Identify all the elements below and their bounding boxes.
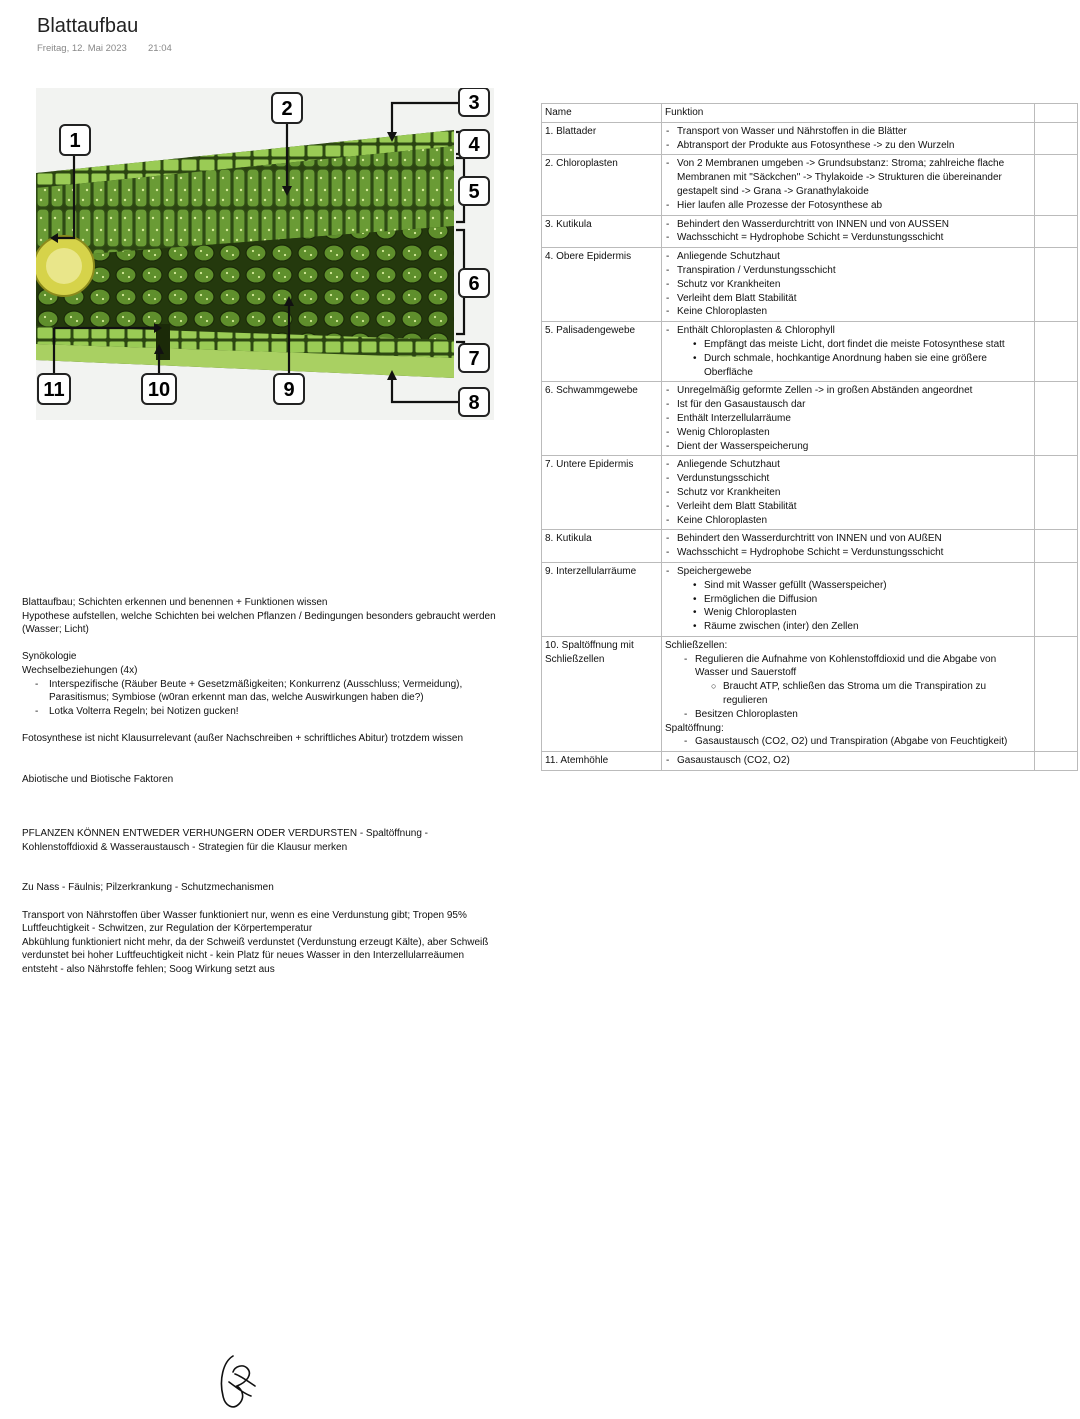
callout-5 [459,177,489,205]
callout-6 [459,269,489,297]
list-item: - Schutz vor Krankheiten [677,278,1031,292]
list-item: • Durch schmale, hochkantige Anordnung haben sie eine größere Oberfläche [704,352,1031,380]
bullet-list [665,157,1031,212]
table-row [542,636,1078,751]
table-row [542,322,1078,382]
bullet-list [665,338,1031,379]
svg-text:11: 11 [43,379,65,401]
note-text: PFLANZEN KÖNNEN ENTWEDER VERHUNGERN ODER VERDURSTEN - Spaltöffnung - Kohlenstoffdioxid & Wasseraustausch - Strategien für die Klausur merken [22,828,429,853]
table-row [542,382,1078,456]
note-text: Blattaufbau; Schichten erkennen und benennen + Funktionen wissen [22,597,328,608]
list-item: - Gasaustausch (CO2, O2) [677,754,1031,768]
list-item: - Speichergewebe [677,565,1031,579]
list-item: - Behindert den Wasserdurchtritt von INNEN und von AUSSEN [677,218,1031,232]
empty-cell [1035,104,1078,123]
layer-function-table [541,103,1078,771]
list-item: - Anliegende Schutzhaut [677,458,1031,472]
list-item: • Empfängt das meiste Licht, dort findet die meiste Fotosynthese statt [704,338,1031,352]
row-function [662,215,1035,248]
svg-text:3: 3 [468,92,480,114]
note-text: Abiotische und Biotische Faktoren [22,773,174,785]
empty-cell [1035,562,1078,636]
bullet-list [665,324,1031,338]
row-name: 10. Spaltöffnung mit Schließzellen [542,636,662,751]
note-text: Synökologie [22,651,77,663]
row-name: 7. Untere Epidermis [542,456,662,530]
table-row [542,530,1078,563]
table-row [542,752,1078,771]
callout-7 [459,344,489,372]
bullet-list [665,754,1031,768]
list-item: - Gasaustausch (CO2, O2) und Transpiration (Abgabe von Feuchtigkeit) [695,735,1031,749]
page-date: Freitag, 12. Mai 2023 [37,43,127,54]
list-item: - Wachsschicht = Hydrophobe Schicht = Verdunstungsschicht [677,546,1031,560]
row-name: 3. Kutikula [542,215,662,248]
notes-section [22,596,502,977]
list-item: - Keine Chloroplasten [677,305,1031,319]
table-row [542,562,1078,636]
page-time: 21:04 [148,43,172,54]
svg-text:6: 6 [468,273,480,295]
list-item: - Enthält Chloroplasten & Chlorophyll [677,324,1031,338]
bullet-list [665,653,1031,681]
svg-text:2: 2 [281,98,293,120]
row-function [662,752,1035,771]
empty-cell [1035,636,1078,751]
list-item: • Ermöglichen die Diffusion [704,593,1031,607]
svg-text:1: 1 [69,130,81,152]
list-item: • Sind mit Wasser gefüllt (Wasserspeicher) [704,579,1031,593]
bullet-list [665,250,1031,319]
empty-cell [1035,155,1078,215]
page-title: Blattaufbau [37,15,139,37]
bullet-list [665,579,1031,634]
header-name: Name [542,104,662,123]
callout-8 [459,388,489,416]
callout-2 [272,93,302,123]
list-item: - Transpiration / Verdunstungsschicht [677,264,1031,278]
row-function [662,322,1035,382]
bullet-list [665,532,1031,560]
bullet-list [665,680,1031,708]
list-item: - Von 2 Membranen umgeben -> Grundsubstanz: Stroma; zahlreiche flache Membranen mit "Säckchen" -> Thylakoide -> Strukturen die übereinander gestapelt sind -> Grana -> Granathylakoide [677,157,1031,198]
empty-cell [1035,122,1078,155]
bullet-list [665,218,1031,246]
callout-9 [274,374,304,404]
empty-cell [1035,752,1078,771]
svg-text:7: 7 [468,348,480,370]
row-function [662,382,1035,456]
table-row [542,122,1078,155]
list-item: ○ Braucht ATP, schließen das Stroma um die Transpiration zu regulieren [723,680,1031,708]
row-name: 6. Schwammgewebe [542,382,662,456]
list-item: - Regulieren die Aufnahme von Kohlenstoffdioxid und die Abgabe von Wasser und Sauerstoff [695,653,1031,681]
empty-cell [1035,322,1078,382]
row-name: 11. Atemhöhle [542,752,662,771]
list-item: - Ist für den Gasaustausch dar [677,398,1031,412]
list-item: - Lotka Volterra Regeln; bei Notizen gucken! [49,705,502,719]
bullet-list [665,125,1031,153]
list-item: - Verdunstungsschicht [677,472,1031,486]
header-function: Funktion [662,104,1035,123]
note-text: Fotosynthese ist nicht Klausurrelevant (außer Nachschreiben + schriftliches Abitur) trotzdem wissen [22,732,464,744]
list-item: - Verleiht dem Blatt Stabilität [677,292,1031,306]
bullet-list [665,384,1031,453]
callout-1 [60,125,90,155]
row-function [662,562,1035,636]
row-name: 9. Interzellularräume [542,562,662,636]
bullet-list [665,735,1031,749]
bullet-list [665,708,1031,722]
list-item: • Räume zwischen (inter) den Zellen [704,620,1031,634]
row-function [662,530,1035,563]
subheading: Spaltöffnung: [665,722,724,734]
list-item: • Wenig Chloroplasten [704,606,1031,620]
row-function [662,122,1035,155]
list-item: - Enthält Interzellularräume [677,412,1031,426]
table-row [542,215,1078,248]
table-row [542,155,1078,215]
row-name: 4. Obere Epidermis [542,248,662,322]
subheading: Schließzellen: [665,639,728,651]
row-function [662,155,1035,215]
empty-cell [1035,248,1078,322]
list-item: - Wachsschicht = Hydrophobe Schicht = Verdunstungsschicht [677,231,1031,245]
row-function [662,248,1035,322]
callout-11 [38,374,70,404]
list-item: - Behindert den Wasserdurchtritt von INNEN und von AUßEN [677,532,1031,546]
note-text: Zu Nass - Fäulnis; Pilzerkrankung - Schutzmechanismen [22,882,274,894]
note-list [22,678,502,719]
row-name: 1. Blattader [542,122,662,155]
table-row [542,456,1078,530]
bullet-list [665,565,1031,579]
list-item: - Dient der Wasserspeicherung [677,440,1031,454]
row-function [662,636,1035,751]
list-item: - Verleiht dem Blatt Stabilität [677,500,1031,514]
callout-4 [459,130,489,158]
list-item: - Unregelmäßig geformte Zellen -> in großen Abständen angeordnet [677,384,1031,398]
empty-cell [1035,530,1078,563]
list-item: - Anliegende Schutzhaut [677,250,1031,264]
leaf-cross-section-figure [36,88,494,420]
list-item: - Transport von Wasser und Nährstoffen in die Blätter [677,125,1031,139]
svg-text:8: 8 [468,392,480,414]
list-item: - Hier laufen alle Prozesse der Fotosynthese ab [677,199,1031,213]
table-row [542,248,1078,322]
svg-text:5: 5 [468,181,480,203]
callout-10 [142,374,176,404]
handwritten-signature [215,1352,263,1412]
list-item: - Besitzen Chloroplasten [695,708,1031,722]
list-item: - Wenig Chloroplasten [677,426,1031,440]
note-text: Hypothese aufstellen, welche Schichten bei welchen Pflanzen / Bedingungen besonders gebraucht werden (Wasser; Licht) [22,610,496,636]
table-header-row [542,104,1078,123]
empty-cell [1035,382,1078,456]
list-item: - Abtransport der Produkte aus Fotosynthese -> zu den Wurzeln [677,139,1031,153]
svg-text:9: 9 [283,379,295,401]
row-name: 8. Kutikula [542,530,662,563]
note-text: Abkühlung funktioniert nicht mehr, da der Schweiß verdunstet (Verdunstung erzeugt Kälte), aber Schweiß verdunstet bei hoher Luftfeuchtigkeit nicht - kein Platz für neues Wasser in den Interzellularreäumen entsteht - also Nährstoffe fehlen; Soog Wirkung setzt aus [22,936,489,976]
row-name: 2. Chloroplasten [542,155,662,215]
list-item: - Schutz vor Krankheiten [677,486,1031,500]
note-text: Transport von Nährstoffen über Wasser funktioniert nur, wenn es eine Verdunstung gibt; Tropen 95% Luftfeuchtigkeit - Schwitzen, zur Regulation der Körpertemperatur [22,909,467,935]
svg-text:4: 4 [468,134,480,156]
bullet-list [665,458,1031,527]
svg-text:10: 10 [147,379,171,401]
empty-cell [1035,456,1078,530]
list-item: - Keine Chloroplasten [677,514,1031,528]
row-name: 5. Palisadengewebe [542,322,662,382]
callout-3 [459,88,489,116]
list-item: - Interspezifische (Räuber Beute + Gesetzmäßigkeiten; Konkurrenz (Ausschluss; Vermeidung), Parasitismus; Symbiose (w0ran erkennt man das, welche Auswirkungen haben die?) [49,678,502,705]
row-function [662,456,1035,530]
empty-cell [1035,215,1078,248]
note-text: Wechselbeziehungen (4x) [22,664,138,676]
